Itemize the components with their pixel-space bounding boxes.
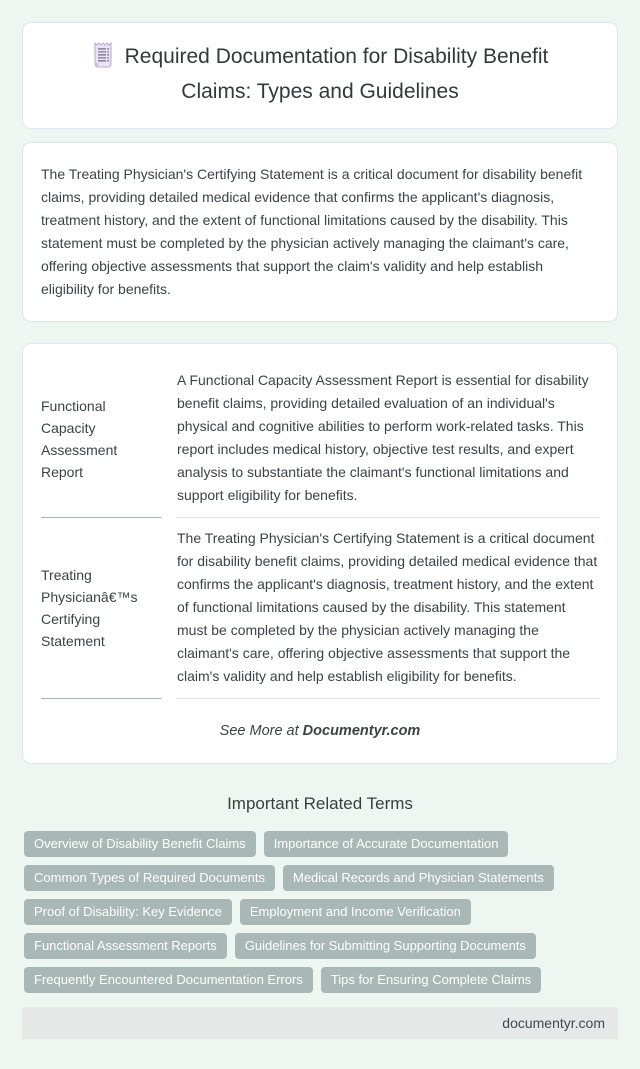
footer-site-label: documentyr.com <box>502 1015 605 1031</box>
term-cell: Treating Physicianâ€™s Certifying Statement <box>41 518 161 699</box>
page-title-text: Required Documentation for Disability Benefit Claims: Types and Guidelines <box>124 45 549 103</box>
see-more-brand: Documentyr.com <box>302 723 421 739</box>
related-term-tag[interactable]: Overview of Disability Benefit Claims <box>24 831 256 857</box>
summary-text: The Treating Physician's Certifying Statement is a critical document for disability benefit claims, providing detailed medical evidence that confirms the applicant's diagnosis, treatment history, and the extent of functional limitations caused by the disability. This statement must be completed by the physician actively managing the claimant's care, offering objective assessments that support the claim's validity and help establish eligibility for benefits. <box>41 166 583 297</box>
related-term-tag[interactable]: Functional Assessment Reports <box>24 933 227 959</box>
related-term-tag[interactable]: Employment and Income Verification <box>240 899 471 925</box>
definitions-table <box>41 360 599 699</box>
see-more-prefix: See More at <box>219 723 303 739</box>
receipt-icon <box>92 42 114 77</box>
description-cell: The Treating Physician's Certifying Statement is a critical document for disability benefit claims, providing detailed medical evidence that confirms the applicant's diagnosis, treatment history, and the extent of functional limitations caused by the disability. This statement must be completed by the physician actively managing the claimant's care, offering objective assessments that support the claim's validity and help establish eligibility for benefits. <box>177 518 599 699</box>
definitions-card <box>22 343 618 764</box>
description-cell: A Functional Capacity Assessment Report is essential for disability benefit claims, providing detailed evaluation of an individual's physical and cognitive abilities to perform work-related tasks. This report includes medical history, objective test results, and expert analysis to substantiate the claimant's functional limitations and support eligibility for benefits. <box>177 360 599 518</box>
related-term-tag[interactable]: Proof of Disability: Key Evidence <box>24 899 232 925</box>
related-term-tag[interactable]: Tips for Ensuring Complete Claims <box>321 967 541 993</box>
related-term-tag[interactable]: Common Types of Required Documents <box>24 865 275 891</box>
related-terms-heading: Important Related Terms <box>227 794 413 813</box>
header-card <box>22 22 618 129</box>
related-term-tag[interactable]: Importance of Accurate Documentation <box>264 831 509 857</box>
footer-bar <box>22 1007 618 1039</box>
summary-card <box>22 142 618 322</box>
related-term-tag[interactable]: Guidelines for Submitting Supporting Documents <box>235 933 536 959</box>
related-term-tag[interactable]: Frequently Encountered Documentation Errors <box>24 967 313 993</box>
see-more-note <box>41 723 599 739</box>
related-terms-list <box>22 831 618 993</box>
page-title <box>54 42 586 107</box>
related-term-tag[interactable]: Medical Records and Physician Statements <box>283 865 554 891</box>
term-cell: Functional Capacity Assessment Report <box>41 360 161 518</box>
